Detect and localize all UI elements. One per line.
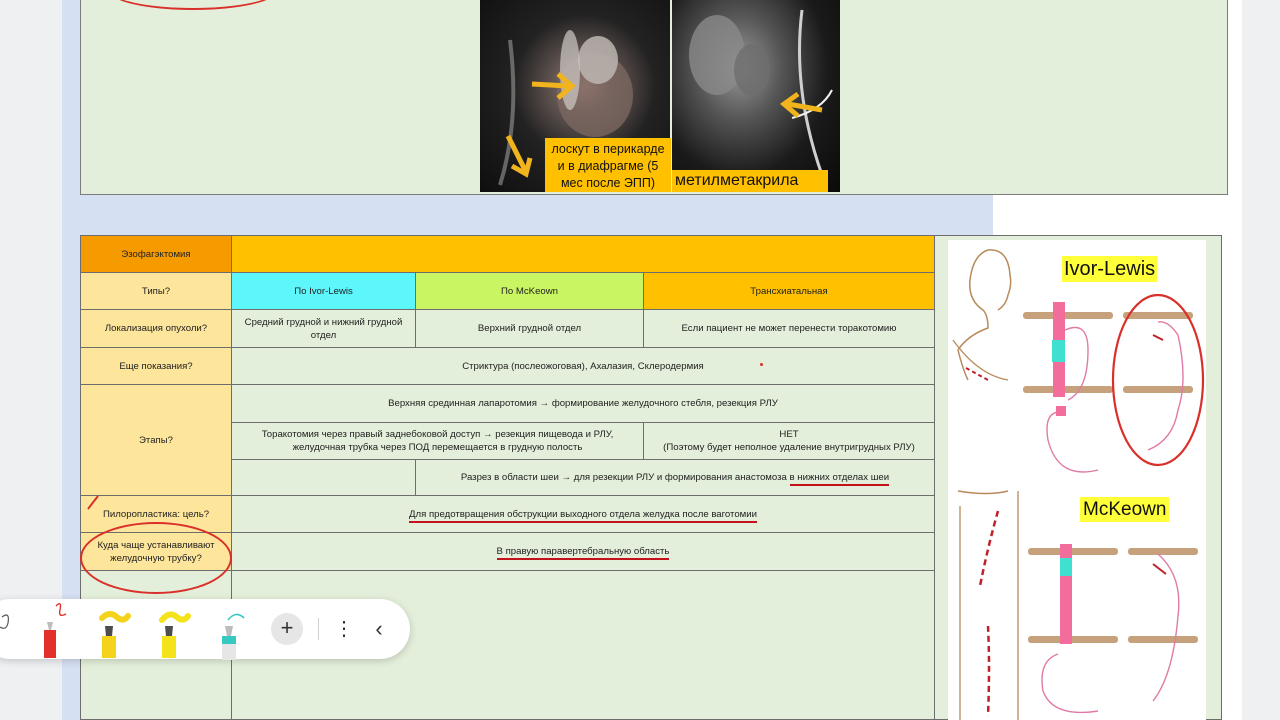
row-label-pyloroplasty: Пилоропластика: цель? [81,496,232,533]
table-header-fill [232,236,935,273]
stage-thoracotomy-transhiatal [644,423,935,460]
tube-value-cell [232,533,935,571]
ct-image-right [672,0,840,192]
red-pen-tool[interactable] [36,600,72,660]
row-label-types: Типы? [81,273,232,310]
loc-mckeown: Верхний грудной отдел [416,310,644,348]
collapse-toolbar-button[interactable]: ‹ [375,616,383,641]
loc-ivor-lewis: Средний грудной и нижний грудной отдел [232,310,416,348]
pyloroplasty-value: Для предотвращения обструкции выходного отдела желудка после ваготомии [409,509,757,523]
row-label-tube: Куда чаще устанавливают желудочную трубку? [81,533,232,571]
ct-caption-left: лоскут в перикарде и в диафрагме (5 мес после ЭПП) [545,138,671,192]
loc-transhiatal: Если пациент не может перенести торакотомию [644,310,935,348]
yellow-marker-tool[interactable] [96,610,132,660]
type-mckeown: По McKeown [416,273,644,310]
stage-no: НЕТ [779,429,799,440]
type-ivor-lewis: По Ivor-Lewis [232,273,416,310]
ct-right-drawing [672,0,840,192]
table-title: Эзофагэктомия [121,248,191,260]
annotation-tick-mark [86,495,100,511]
row-label-localization: Локализация опухоли? [81,310,232,348]
diagram-label-ivor-lewis: Ivor-Lewis [1064,258,1156,280]
row-label-stages: Этапы? [81,385,232,496]
more-options-button[interactable]: ⋮ [334,618,354,640]
annotation-oval-question [80,522,232,594]
pen-tool-partial[interactable] [0,605,20,635]
tube-value: В правую паравертебральную область [497,546,670,560]
add-tool-button[interactable]: + [271,613,303,645]
table-title-cell [81,236,232,273]
stage-neck-empty [232,460,416,496]
stage-neck-text: Разрез в области шеи → для резекции РЛУ и формирования анастомоза [460,472,790,483]
stage-thoracotomy: Торакотомия через правый заднебоковой доступ → резекция пищевода и РЛУ, желудочная трубка через ПОД перемещается в грудную полость [232,423,644,460]
pyloroplasty-value-cell [232,496,935,533]
ct-caption-right: метилметакрила [672,170,828,192]
stage-no-note: (Поэтому будет неполное удаление внутригрудных РЛУ) [663,442,915,453]
annotation-dot [760,363,763,366]
teal-pen-tool[interactable] [216,612,252,660]
yellow-marker-tool-2[interactable] [156,610,192,660]
toolbar-divider [318,618,319,640]
stage-neck-underlined: в нижних отделах шеи [790,472,890,486]
page-gap-band [62,193,993,235]
indications-value: Стриктура (послеожоговая), Ахалазия, Склеродермия [232,348,935,385]
type-transhiatal: Трансхиатальная [644,273,935,310]
stage-laparotomy: Верхняя срединная лапаротомия → формирование желудочного стебля, резекция РЛУ [232,385,935,423]
diagram-label-mckeown: McKeown [1080,497,1169,522]
stage-neck-incision [416,460,935,496]
row-label-indications: Еще показания? [81,348,232,385]
